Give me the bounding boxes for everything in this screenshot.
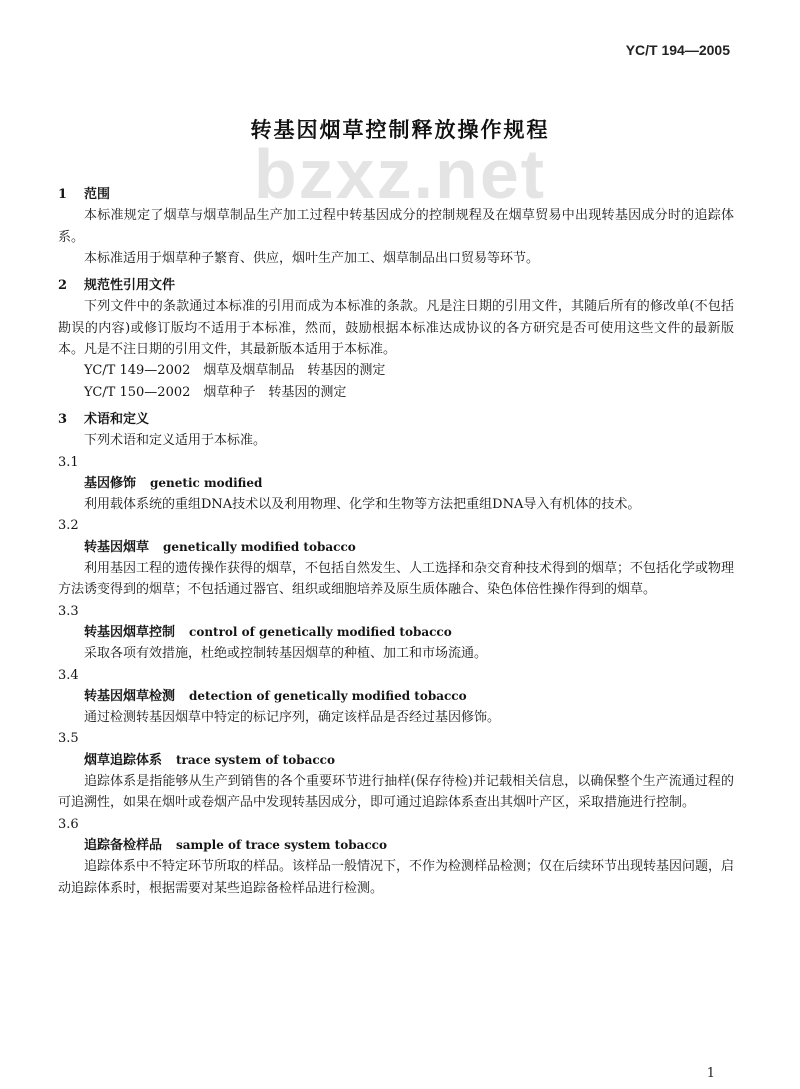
section-title: 规范性引用文件	[84, 278, 176, 294]
term-english: genetically modified tobacco	[163, 539, 356, 554]
clause-number: 3.2	[58, 518, 79, 534]
paragraph: 下列术语和定义适用于本标准。	[84, 433, 267, 449]
term-chinese: 追踪备检样品	[84, 837, 163, 853]
term-english: control of genetically modified tobacco	[189, 624, 452, 639]
term-definition: 利用载体系统的重组DNA技术以及利用物理、化学和生物等方法把重组DNA导入有机体的技术。	[84, 497, 641, 513]
term-entry	[58, 473, 734, 494]
clause-number: 3.6	[58, 816, 79, 832]
paragraph: 下列文件中的条款通过本标准的引用而成为本标准的条款。凡是注日期的引用文件，其随后所有的修改单(不包括勘误的内容)或修订版均不适用于本标准，然而，鼓励根据本标准达成协议的各方研究是否可使用这些文件的最新版本。凡是不注日期的引用文件，其最新版本适用于本标准。	[58, 299, 734, 358]
term-chinese: 转基因烟草控制	[84, 624, 176, 640]
term-chinese: 基因修饰	[84, 475, 137, 491]
section-title: 术语和定义	[84, 411, 150, 427]
term-entry	[58, 686, 734, 707]
section-number: 2	[58, 278, 68, 294]
term-chinese: 转基因烟草	[84, 539, 150, 555]
term-definition: 追踪体系中不特定环节所取的样品。该样品一般情况下，不作为检测样品检测；仅在后续环节出现转基因问题，启动追踪体系时，根据需要对某些追踪备检样品进行检测。	[58, 859, 735, 896]
section-number: 3	[58, 411, 68, 427]
term-entry	[58, 622, 734, 643]
clause-number: 3.1	[58, 454, 79, 470]
reference-item: YC/T 149—2002 烟草及烟草制品 转基因的测定	[84, 363, 386, 379]
term-english: sample of trace system tobacco	[176, 837, 387, 852]
term-definition: 追踪体系是指能够从生产到销售的各个重要环节进行抽样(保存待检)并记载相关信息，以确保整个生产流通过程的可追溯性，如果在烟叶或卷烟产品中发现转基因成分，即可通过追踪体系查出其烟叶产区，采取措施进行控制。	[58, 774, 734, 811]
term-definition: 利用基因工程的遗传操作获得的烟草，不包括自然发生、人工选择和杂交育种技术得到的烟草；不包括化学或物理方法诱变得到的烟草；不包括通过器官、组织或细胞培养及原生质体融合、染色体倍性操作得到的烟草。	[58, 561, 735, 598]
term-english: trace system of tobacco	[176, 752, 335, 767]
document-body	[58, 184, 734, 899]
term-english: detection of genetically modified tobacco	[189, 688, 467, 703]
term-chinese: 烟草追踪体系	[84, 752, 163, 768]
clause-number: 3.3	[58, 603, 79, 619]
section-heading-terms-definitions	[58, 409, 734, 430]
paragraph: 本标准适用于烟草种子繁育、供应，烟叶生产加工、烟草制品出口贸易等环节。	[84, 250, 540, 266]
section-heading-normative-references	[58, 275, 734, 296]
term-chinese: 转基因烟草检测	[84, 688, 176, 704]
standard-code: YC/T 194—2005	[625, 42, 730, 58]
document-title: 转基因烟草控制释放操作规程	[250, 117, 550, 142]
term-definition: 采取各项有效措施，杜绝或控制转基因烟草的种植、加工和市场流通。	[84, 646, 488, 662]
watermark: bzxz.net	[253, 135, 547, 213]
section-title: 范围	[84, 187, 111, 202]
term-definition: 通过检测转基因烟草中特定的标记序列，确定该样品是否经过基因修饰。	[84, 710, 501, 726]
term-entry	[58, 835, 734, 856]
section-number: 1	[58, 187, 68, 202]
reference-item: YC/T 150—2002 烟草种子 转基因的测定	[84, 384, 347, 400]
page-number: 1	[706, 1066, 715, 1081]
clause-number: 3.4	[58, 667, 79, 683]
term-english: genetic modified	[150, 475, 263, 490]
section-heading-scope	[58, 184, 734, 205]
paragraph: 本标准规定了烟草与烟草制品生产加工过程中转基因成分的控制规程及在烟草贸易中出现转基因成分时的追踪体系。	[58, 208, 734, 245]
term-entry	[58, 750, 734, 771]
clause-number: 3.5	[58, 731, 79, 747]
term-entry	[58, 537, 734, 558]
